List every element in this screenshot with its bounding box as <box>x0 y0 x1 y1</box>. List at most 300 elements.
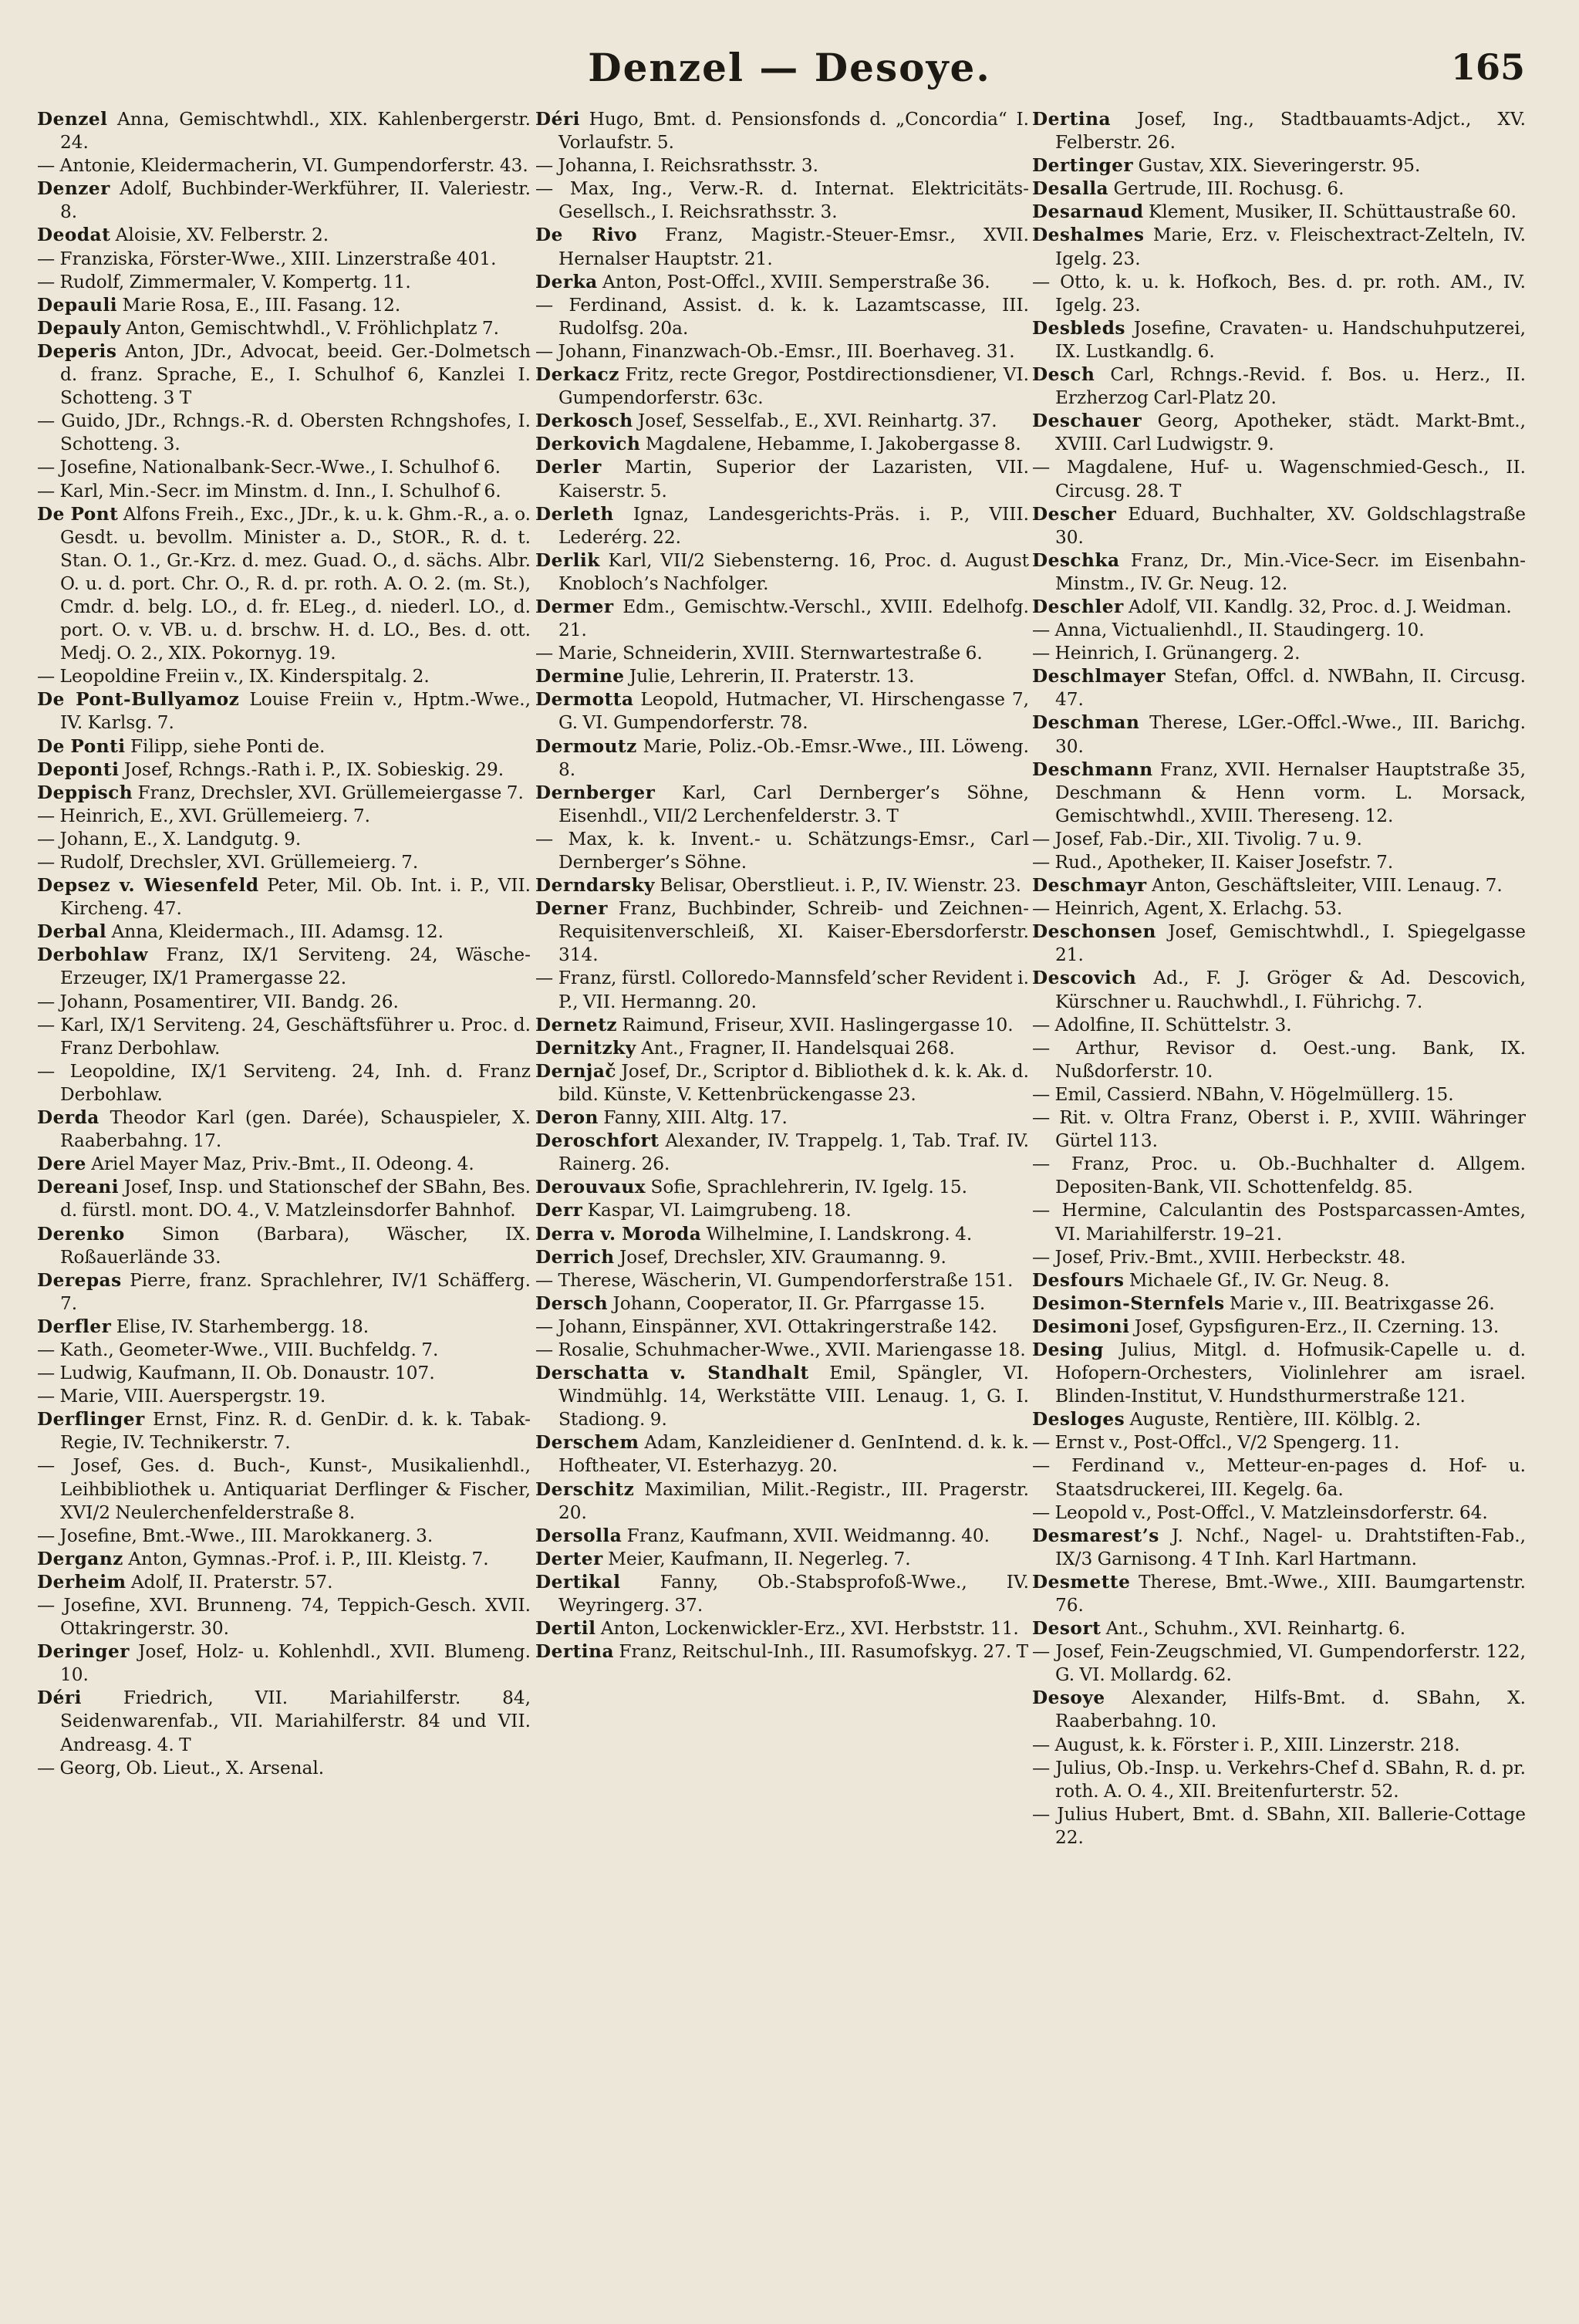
entry-surname: Dertina <box>1032 109 1111 130</box>
directory-entry <box>1032 1153 1526 1199</box>
directory-entry <box>535 1199 1029 1222</box>
entry-details: — Johanna, I. Reichsrathsstr. 3. <box>535 155 818 177</box>
directory-entry <box>1032 1106 1526 1153</box>
directory-entry <box>1032 1803 1526 1849</box>
entry-surname: Dernitzky <box>535 1037 636 1059</box>
directory-entry <box>1032 828 1526 851</box>
entry-details: — Ferdinand v., Metteur-en-pages d. Hof- u. Staatsdruckerei, III. Kegelg. 6a. <box>1032 1455 1526 1500</box>
directory-entry <box>535 340 1029 363</box>
entry-surname: Desbleds <box>1032 317 1125 339</box>
entry-surname: Derleth <box>535 503 614 525</box>
entry-surname: Deschka <box>1032 549 1120 571</box>
entry-surname: Derrich <box>535 1246 615 1268</box>
entry-surname: Derda <box>37 1107 100 1129</box>
directory-entry <box>535 596 1029 642</box>
entry-details: — Leopoldine, IX/1 Serviteng. 24, Inh. d. Franz Derbohlaw. <box>37 1060 531 1105</box>
entry-surname: Derr <box>535 1200 583 1221</box>
directory-entry <box>1032 410 1526 456</box>
entry-surname: Denzer <box>37 178 110 200</box>
entry-details: Ad., F. J. Gröger & Ad. Descovich, Kürschner u. Rauchwhdl., I. Führichg. 7. <box>1055 968 1526 1012</box>
entry-details: Josef, Holz- u. Kohlenhdl., XVII. Blumeng. 10. <box>60 1641 531 1686</box>
entry-details: Hugo, Bmt. d. Pensionsfonds d. „Concordia“ I. Vorlaufstr. 5. <box>558 109 1029 154</box>
entry-details: — Franziska, Förster-Wwe., XIII. Linzerstraße 401. <box>37 248 497 269</box>
directory-entry <box>37 177 531 224</box>
entry-details: — Guido, JDr., Rchngs.-R. d. Obersten Rchngshofes, I. Schotteng. 3. <box>37 410 531 455</box>
directory-entry <box>1032 201 1526 224</box>
entry-details: Martin, Superior der Lazaristen, VII. Kaiserstr. 5. <box>558 457 1029 502</box>
directory-entry <box>1032 1734 1526 1757</box>
entry-details: — Franz, Proc. u. Ob.-Buchhalter d. Allgem. Depositen-Bank, VII. Schottenfeldg. 85. <box>1032 1154 1526 1198</box>
entry-surname: Derheim <box>37 1571 127 1593</box>
directory-entry <box>535 154 1029 177</box>
directory-entry <box>37 1014 531 1060</box>
entry-details: Marie v., III. Beatrixgasse 26. <box>1229 1292 1495 1314</box>
entry-details: Franz, Reitschul-Inh., III. Rasumofskyg. 27. T <box>619 1641 1029 1663</box>
directory-entry <box>37 1594 531 1640</box>
entry-details: — Josef, Fein-Zeugschmied, VI. Gumpendorferstr. 122, G. VI. Mollardg. 62. <box>1032 1641 1526 1686</box>
entry-details: — Max, k. k. Invent.- u. Schätzungs-Emsr., Carl Dernberger’s Söhne. <box>535 828 1029 873</box>
directory-entry <box>535 967 1029 1013</box>
entry-details: — Karl, Min.-Secr. im Minstm. d. Inn., I. Schulhof 6. <box>37 480 501 502</box>
entry-details: Karl, Carl Dernberger’s Söhne, Eisenhdl., VII/2 Lerchenfelderstr. 3. T <box>558 782 1029 826</box>
entry-surname: Deperis <box>37 340 117 362</box>
entry-details: — Rudolf, Drechsler, XVI. Grüllemeierg. 7. <box>37 852 419 873</box>
directory-entry <box>535 874 1029 897</box>
entry-details: Michaele Gf., IV. Gr. Neug. 8. <box>1129 1269 1390 1291</box>
entry-surname: Dereani <box>37 1177 120 1198</box>
entry-details: Alexander, IV. Trappelg. 1, Tab. Traf. IV. Rainerg. 26. <box>558 1130 1029 1175</box>
directory-entry <box>37 758 531 782</box>
entry-details: Fanny, Ob.-Stabsprofoß-Wwe., IV. Weyringerg. 37. <box>558 1571 1029 1616</box>
directory-entry <box>1032 1199 1526 1245</box>
directory-entry <box>1032 154 1526 177</box>
directory-entry <box>1032 1454 1526 1501</box>
entry-details: Marie Rosa, E., III. Fasang. 12. <box>122 294 401 316</box>
directory-entry <box>535 549 1029 596</box>
entry-details: Simon (Barbara), Wäscher, IX. Roßauerlände 33. <box>60 1223 531 1268</box>
entry-details: Anton, JDr., Advocat, beeid. Ger.-Dolmetsch d. franz. Sprache, E., I. Schulhof 6, Kanzlei I. Schotteng. 3 T <box>60 340 531 409</box>
entry-details: — Josefine, XVI. Brunneng. 74, Teppich-Gesch. XVII. Ottakringerstr. 30. <box>37 1595 531 1640</box>
entry-surname: Deschauer <box>1032 410 1142 432</box>
directory-entry <box>535 735 1029 782</box>
entry-details: — Kath., Geometer-Wwe., VIII. Buchfeldg. 7. <box>37 1339 439 1360</box>
directory-entry <box>535 1246 1029 1269</box>
directory-entry <box>1032 1408 1526 1431</box>
entry-details: — Rosalie, Schuhmacher-Wwe., XVII. Mariengasse 18. <box>535 1339 1026 1360</box>
directory-entry <box>1032 1339 1526 1408</box>
entry-details: Gertrude, III. Rochusg. 6. <box>1113 178 1345 200</box>
entry-surname: Derra v. Moroda <box>535 1223 702 1245</box>
entry-surname: Deschman <box>1032 712 1140 734</box>
entry-details: Magdalene, Hebamme, I. Jakobergasse 8. <box>645 434 1021 455</box>
entry-details: Josef, Ing., Stadtbauamts-Adjct., XV. Felberstr. 26. <box>1055 109 1526 154</box>
entry-details: Peter, Mil. Ob. Int. i. P., VII. Kircheng. 47. <box>60 875 531 920</box>
directory-entry <box>1032 456 1526 502</box>
entry-surname: Derka <box>535 271 598 292</box>
entry-details: Franz, Drechsler, XVI. Grüllemeiergasse 7. <box>137 782 524 803</box>
entry-details: Edm., Gemischtw.-Verschl., XVIII. Edelhofg. 21. <box>558 596 1029 641</box>
entry-details: Anton, Gemischtwhdl., V. Fröhlichplatz 7. <box>126 317 500 339</box>
directory-entry <box>37 735 531 758</box>
directory-entry <box>535 1037 1029 1060</box>
directory-entry <box>1032 1687 1526 1733</box>
directory-entry <box>37 1223 531 1269</box>
entry-details: Klement, Musiker, II. Schüttaustraße 60. <box>1149 201 1517 223</box>
entry-details: Meier, Kaufmann, II. Negerleg. 7. <box>608 1548 911 1569</box>
directory-entry <box>37 874 531 920</box>
entry-details: Fanny, XIII. Altg. 17. <box>603 1107 788 1129</box>
directory-entry <box>535 1525 1029 1548</box>
directory-entry <box>37 1385 531 1408</box>
directory-entry <box>37 1640 531 1687</box>
directory-entry <box>1032 619 1526 642</box>
entry-details: Georg, Apotheker, städt. Markt-Bmt., XVIII. Carl Ludwigstr. 9. <box>1055 410 1526 455</box>
directory-entry <box>37 271 531 294</box>
entry-details: — Josefine, Bmt.-Wwe., III. Marokkanerg. 3. <box>37 1525 434 1546</box>
directory-entry <box>535 828 1029 874</box>
entry-surname: Derler <box>535 457 602 478</box>
entry-surname: Deschonsen <box>1032 921 1156 943</box>
running-head: Denzel — Desoye. <box>588 45 991 90</box>
directory-entry <box>1032 874 1526 897</box>
directory-entry <box>1032 363 1526 410</box>
entry-surname: Deron <box>535 1107 599 1129</box>
entry-surname: Déri <box>535 109 580 130</box>
directory-entry <box>1032 1571 1526 1617</box>
directory-entry <box>1032 549 1526 596</box>
directory-entry <box>1032 967 1526 1013</box>
directory-entry <box>535 456 1029 502</box>
entry-surname: De Ponti <box>37 735 126 757</box>
directory-entry <box>535 1548 1029 1571</box>
entry-details: Leopold, Hutmacher, VI. Hirschengasse 7, G. VI. Gumpendorferstr. 78. <box>558 689 1029 734</box>
entry-surname: Descovich <box>1032 968 1137 989</box>
directory-entry <box>37 248 531 271</box>
directory-entry <box>535 1640 1029 1664</box>
entry-details: — Johann, Posamentirer, VII. Bandg. 26. <box>37 991 399 1012</box>
entry-surname: Desalla <box>1032 178 1109 200</box>
entry-details: J. Nchf., Nagel- u. Drahtstiften-Fab., IX/3 Garnisong. 4 T Inh. Karl Hartmann. <box>1055 1525 1526 1569</box>
entry-surname: Dernetz <box>535 1014 618 1035</box>
entry-surname: Derbohlaw <box>37 944 148 966</box>
directory-entry <box>535 665 1029 688</box>
entry-details: Stefan, Offcl. d. NWBahn, II. Circusg. 47. <box>1055 666 1526 711</box>
entry-details: Auguste, Rentière, III. Kölblg. 2. <box>1129 1409 1422 1431</box>
entry-surname: Deponti <box>37 758 120 780</box>
directory-entry <box>535 1014 1029 1037</box>
directory-entry <box>1032 1269 1526 1292</box>
entry-details: Aloisie, XV. Felberstr. 2. <box>115 225 329 246</box>
entry-details: — Hermine, Calculantin des Postsparcassen-Amtes, VI. Mariahilferstr. 19–21. <box>1032 1200 1526 1245</box>
entry-details: Ernst, Finz. R. d. GenDir. d. k. k. Tabak-Regie, IV. Technikerstr. 7. <box>60 1409 531 1454</box>
entry-surname: Desarnaud <box>1032 201 1144 223</box>
entry-details: Ant., Schuhm., XVI. Reinhartg. 6. <box>1105 1618 1406 1640</box>
entry-details: Franz, Buchbinder, Schreib- und Zeichnen-Requisitenverschleiß, XI. Kaiser-Ebersdorferstr. 314. <box>558 898 1029 966</box>
directory-entry <box>1032 1501 1526 1525</box>
entry-surname: Derenko <box>37 1223 125 1245</box>
entry-details: Josef, Dr., Scriptor d. Bibliothek d. k. k. Ak. d. bild. Künste, V. Kettenbrückengasse 23. <box>558 1060 1029 1105</box>
entry-details: Pierre, franz. Sprachlehrer, IV/1 Schäfferg. 7. <box>60 1269 531 1314</box>
entry-details: Marie, Erz. v. Fleischextract-Zelteln, IV. Igelg. 23. <box>1055 225 1526 269</box>
entry-details: Theodor Karl (gen. Darée), Schauspieler, X. Raaberbahng. 17. <box>60 1107 531 1152</box>
directory-entry <box>1032 920 1526 967</box>
entry-details: — Heinrich, I. Grünangerg. 2. <box>1032 643 1301 664</box>
directory-entry <box>535 897 1029 967</box>
directory-entry <box>37 1454 531 1524</box>
entry-details: Gustav, XIX. Sieveringerstr. 95. <box>1138 155 1421 177</box>
entry-details: Filipp, siehe Ponti de. <box>130 735 326 757</box>
entry-details: — Leopoldine Freiin v., IX. Kinderspitalg. 2. <box>37 666 430 687</box>
entry-details: Raimund, Friseur, XVII. Haslingergasse 10. <box>622 1014 1014 1035</box>
directory-entry <box>1032 1617 1526 1640</box>
entry-surname: De Pont <box>37 503 119 525</box>
entry-details: — Karl, IX/1 Serviteng. 24, Geschäftsführer u. Proc. d. Franz Derbohlaw. <box>37 1014 531 1059</box>
entry-surname: Derouvaux <box>535 1177 646 1198</box>
directory-entry <box>37 1269 531 1316</box>
directory-entry <box>37 1106 531 1153</box>
entry-details: Josef, Rchngs.-Rath i. P., IX. Sobieskig. 29. <box>123 758 504 780</box>
directory-entry <box>535 642 1029 665</box>
entry-details: Louise Freiin v., Hptm.-Wwe., IV. Karlsg. 7. <box>60 689 531 734</box>
entry-surname: Desimoni <box>1032 1316 1130 1337</box>
directory-entry <box>1032 665 1526 711</box>
directory-entry <box>535 363 1029 410</box>
entry-details: Marie, Poliz.-Ob.-Emsr.-Wwe., III. Löweng. 8. <box>558 735 1029 780</box>
entry-surname: Deschmann <box>1032 758 1153 780</box>
entry-surname: Derkosch <box>535 410 633 432</box>
directory-entry <box>37 688 531 735</box>
entry-details: Josefine, Cravaten- u. Handschuhputzerei, IX. Lustkandlg. 6. <box>1055 317 1526 362</box>
directory-entry <box>37 1525 531 1548</box>
entry-surname: Descher <box>1032 503 1117 525</box>
directory-entry <box>37 665 531 688</box>
directory-entry <box>535 782 1029 828</box>
entry-surname: Dersch <box>535 1292 609 1314</box>
directory-entry <box>1032 1525 1526 1571</box>
entry-details: — Josef, Fab.-Dir., XII. Tivolig. 7 u. 9. <box>1032 828 1362 850</box>
entry-surname: Desing <box>1032 1339 1104 1360</box>
entry-surname: Derndarsky <box>535 875 655 897</box>
entry-details: — August, k. k. Förster i. P., XIII. Linzerstr. 218. <box>1032 1734 1460 1755</box>
directory-entry <box>1032 711 1526 758</box>
entry-surname: Derbal <box>37 921 107 943</box>
directory-entry <box>1032 108 1526 154</box>
directory-entry <box>535 433 1029 456</box>
entry-details: — Arthur, Revisor d. Oest.-ung. Bank, IX. Nußdorferstr. 10. <box>1032 1037 1526 1082</box>
directory-entry <box>37 480 531 503</box>
entry-details: Adolf, II. Praterstr. 57. <box>130 1571 333 1593</box>
entry-details: — Josefine, Nationalbank-Secr.-Wwe., I. Schulhof 6. <box>37 457 501 478</box>
entry-details: — Ludwig, Kaufmann, II. Ob. Donaustr. 107. <box>37 1363 435 1384</box>
entry-surname: Desch <box>1032 364 1095 386</box>
directory-entry <box>37 456 531 479</box>
directory-entry <box>37 1316 531 1339</box>
directory-entry <box>37 317 531 340</box>
entry-details: — Josef, Priv.-Bmt., XVIII. Herbeckstr. 48. <box>1032 1246 1406 1268</box>
directory-entry <box>1032 1037 1526 1083</box>
entry-details: Julius, Mitgl. d. Hofmusik-Capelle u. d. Hofopern-Orchesters, Violinlehrer am israel. Blinden-Institut, V. Hundsthurmerstraße 121. <box>1055 1339 1526 1407</box>
entry-details: — Rudolf, Zimmermaler, V. Kompertg. 11. <box>37 271 411 292</box>
entry-surname: Derschatta v. Standhalt <box>535 1363 809 1384</box>
directory-entry <box>37 1339 531 1362</box>
entry-details: — Rit. v. Oltra Franz, Oberst i. P., XVIII. Währinger Gürtel 113. <box>1032 1107 1526 1152</box>
directory-entry <box>535 1060 1029 1106</box>
entry-surname: Deodat <box>37 225 111 246</box>
entry-details: Carl, Rchngs.-Revid. f. Bos. u. Herz., II. Erzherzog Carl-Platz 20. <box>1055 364 1526 409</box>
directory-entry <box>37 1571 531 1594</box>
entry-surname: Déri <box>37 1687 82 1709</box>
directory-entry <box>535 1478 1029 1525</box>
entry-surname: Deroschfort <box>535 1130 660 1152</box>
entry-surname: Dermoutz <box>535 735 637 757</box>
entry-details: Anna, Kleidermach., III. Adamsg. 12. <box>111 921 444 943</box>
entry-surname: Derkacz <box>535 364 619 386</box>
directory-entry <box>1032 224 1526 270</box>
directory-entry <box>1032 503 1526 549</box>
directory-entry <box>37 944 531 990</box>
entry-details: Karl, VII/2 Siebensterng. 16, Proc. d. August Knobloch’s Nachfolger. <box>558 549 1029 594</box>
directory-entry <box>1032 1246 1526 1269</box>
entry-details: — Heinrich, E., XVI. Grüllemeierg. 7. <box>37 805 370 826</box>
entry-surname: Derter <box>535 1548 603 1569</box>
directory-entry <box>1032 596 1526 619</box>
directory-entry <box>535 1292 1029 1316</box>
entry-surname: Dertina <box>535 1641 614 1663</box>
entry-surname: Derschitz <box>535 1478 635 1500</box>
entry-details: Anton, Geschäftsleiter, VIII. Lenaug. 7. <box>1152 875 1503 897</box>
entry-surname: Dermer <box>535 596 614 617</box>
entry-surname: Derschem <box>535 1432 639 1454</box>
entry-details: Anton, Lockenwickler-Erz., XVI. Herbststr. 11. <box>600 1618 1019 1640</box>
entry-details: — Julius, Ob.-Insp. u. Verkehrs-Chef d. SBahn, R. d. pr. roth. A. O. 4., XII. Breitenfurterstr. 52. <box>1032 1757 1526 1802</box>
directory-entry <box>1032 1083 1526 1106</box>
entry-surname: Derner <box>535 898 608 920</box>
entry-surname: Dertikal <box>535 1571 621 1593</box>
entry-details: Anton, Post-Offcl., XVIII. Semperstraße 36. <box>602 271 990 292</box>
entry-details: Franz, Kaufmann, XVII. Weidmanng. 40. <box>626 1525 990 1546</box>
directory-entry <box>37 294 531 317</box>
entry-details: Elise, IV. Starhembergg. 18. <box>116 1316 369 1337</box>
entry-details: Franz, Magistr.-Steuer-Emsr., XVII. Hernalser Hauptstr. 21. <box>558 225 1029 269</box>
entry-details: — Georg, Ob. Lieut., X. Arsenal. <box>37 1757 325 1778</box>
directory-entry <box>1032 758 1526 828</box>
directory-entry <box>37 851 531 874</box>
entry-details: — Josef, Ges. d. Buch-, Kunst-, Musikalienhdl., Leihbibliothek u. Antiquariat Derflinger & Fischer, XVI/2 Neulerchenfelderstraße 8. <box>37 1455 531 1523</box>
entry-details: — Marie, Schneiderin, XVIII. Sternwartestraße 6. <box>535 643 983 664</box>
entry-surname: Derganz <box>37 1548 123 1569</box>
entry-details: — Johann, Finanzwach-Ob.-Emsr., III. Boerhaveg. 31. <box>535 340 1015 362</box>
entry-surname: Dertil <box>535 1618 596 1640</box>
entry-details: Adolf, VII. Kandlg. 32, Proc. d. J. Weidman. <box>1129 596 1512 617</box>
entry-details: — Max, Ing., Verw.-R. d. Internat. Elektricitäts-Gesellsch., I. Reichsrathsstr. 3. <box>535 178 1029 223</box>
entry-surname: Deschler <box>1032 596 1124 617</box>
entry-surname: Depauli <box>37 294 118 316</box>
directory-entry <box>1032 642 1526 665</box>
entry-details: Franz, Dr., Min.-Vice-Secr. im Eisenbahn-Minstm., IV. Gr. Neug. 12. <box>1055 549 1526 594</box>
directory-entry <box>535 271 1029 294</box>
directory-entry <box>1032 177 1526 201</box>
directory-entry <box>535 1617 1029 1640</box>
entry-surname: Dermine <box>535 666 625 687</box>
entry-details: Sofie, Sprachlehrerin, IV. Igelg. 15. <box>650 1177 968 1198</box>
entry-details: — Leopold v., Post-Offcl., V. Matzleinsdorferstr. 64. <box>1032 1501 1488 1523</box>
directory-entry <box>535 1269 1029 1292</box>
entry-details: Josef, Gypsfiguren-Erz., II. Czerning. 13. <box>1134 1316 1500 1337</box>
entry-details: Eduard, Buchhalter, XV. Goldschlagstraße 30. <box>1055 503 1526 548</box>
directory-entry <box>37 503 531 666</box>
entry-details: Adam, Kanzleidiener d. GenIntend. d. k. k. Hoftheater, VI. Esterhazyg. 20. <box>558 1432 1029 1477</box>
entry-details: Julie, Lehrerin, II. Praterstr. 13. <box>629 666 915 687</box>
entry-surname: Denzel <box>37 109 108 130</box>
entry-surname: De Pont-Bullyamoz <box>37 689 240 711</box>
entry-surname: Derlik <box>535 549 600 571</box>
directory-entry <box>37 1408 531 1454</box>
directory-entry <box>37 991 531 1014</box>
directory-entry <box>535 1223 1029 1246</box>
directory-entry <box>37 108 531 154</box>
page-number: 165 <box>1450 46 1525 88</box>
directory-entry <box>37 1687 531 1756</box>
directory-entry <box>535 688 1029 735</box>
entry-surname: Deringer <box>37 1641 130 1663</box>
directory-entry <box>1032 1292 1526 1316</box>
directory-entry <box>1032 897 1526 920</box>
entry-surname: Dertinger <box>1032 155 1134 177</box>
directory-entry <box>37 410 531 456</box>
directory-entry <box>1032 1640 1526 1687</box>
entry-surname: Desmette <box>1032 1571 1131 1593</box>
entry-surname: Depauly <box>37 317 121 339</box>
page-header <box>0 45 1579 99</box>
directory-entry <box>1032 1014 1526 1037</box>
entry-details: Johann, Cooperator, II. Gr. Pfarrgasse 15. <box>612 1292 986 1314</box>
entry-details: Adolf, Buchbinder-Werkführer, II. Valeriestr. 8. <box>60 178 531 223</box>
entry-details: — Magdalene, Huf- u. Wagenschmied-Gesch., II. Circusg. 28. T <box>1032 457 1526 502</box>
directory-entry <box>535 1130 1029 1176</box>
entry-details: — Adolfine, II. Schüttelstr. 3. <box>1032 1014 1292 1035</box>
directory-entry <box>535 108 1029 154</box>
column-3 <box>1032 108 1526 2299</box>
directory-entry <box>37 828 531 851</box>
directory-entry <box>535 1571 1029 1617</box>
entry-surname: Derkovich <box>535 434 641 455</box>
directory-entry <box>535 1176 1029 1199</box>
entry-surname: Dersolla <box>535 1525 622 1546</box>
entry-details: Therese, Bmt.-Wwe., XIII. Baumgartenstr. 76. <box>1055 1571 1526 1616</box>
entry-surname: Desloges <box>1032 1409 1125 1431</box>
directory-entry <box>37 1362 531 1385</box>
directory-entry <box>37 1153 531 1176</box>
entry-surname: Derflinger <box>37 1409 145 1431</box>
entry-details: — Marie, VIII. Auerspergstr. 19. <box>37 1386 326 1407</box>
entry-surname: Deschlmayer <box>1032 666 1166 687</box>
entry-surname: Desmarest’s <box>1032 1525 1159 1546</box>
entry-details: Anna, Gemischtwhdl., XIX. Kahlenbergerstr. 24. <box>60 109 531 154</box>
entry-details: Kaspar, VI. Laimgrubeng. 18. <box>587 1200 852 1221</box>
entry-details: Josef, Insp. und Stationschef der SBahn, Bes. d. fürstl. mont. DO. 4., V. Matzleinsdorfer Bahnhof. <box>60 1177 531 1221</box>
entry-surname: Derfler <box>37 1316 112 1337</box>
entry-surname: Desfours <box>1032 1269 1125 1291</box>
entry-details: Friedrich, VII. Mariahilferstr. 84, Seidenwarenfab., VII. Mariahilferstr. 84 und VII. Andreasg. 4. T <box>60 1687 531 1755</box>
entry-details: Josef, Drechsler, XIV. Graumanng. 9. <box>619 1246 946 1268</box>
entry-details: Josef, Sesselfab., E., XVI. Reinhartg. 37. <box>638 410 997 432</box>
entry-details: — Ferdinand, Assist. d. k. k. Lazamtscasse, III. Rudolfsg. 20a. <box>535 294 1029 339</box>
entry-details: Belisar, Oberstlieut. i. P., IV. Wienstr. 23. <box>660 875 1022 897</box>
directory-entry <box>535 410 1029 433</box>
entry-details: — Franz, fürstl. Colloredo-Mannsfeld’scher Revident i. P., VII. Hermanng. 20. <box>535 968 1029 1012</box>
entry-details: Maximilian, Milit.-Registr., III. Pragerstr. 20. <box>558 1478 1029 1523</box>
directory-entry <box>37 782 531 805</box>
